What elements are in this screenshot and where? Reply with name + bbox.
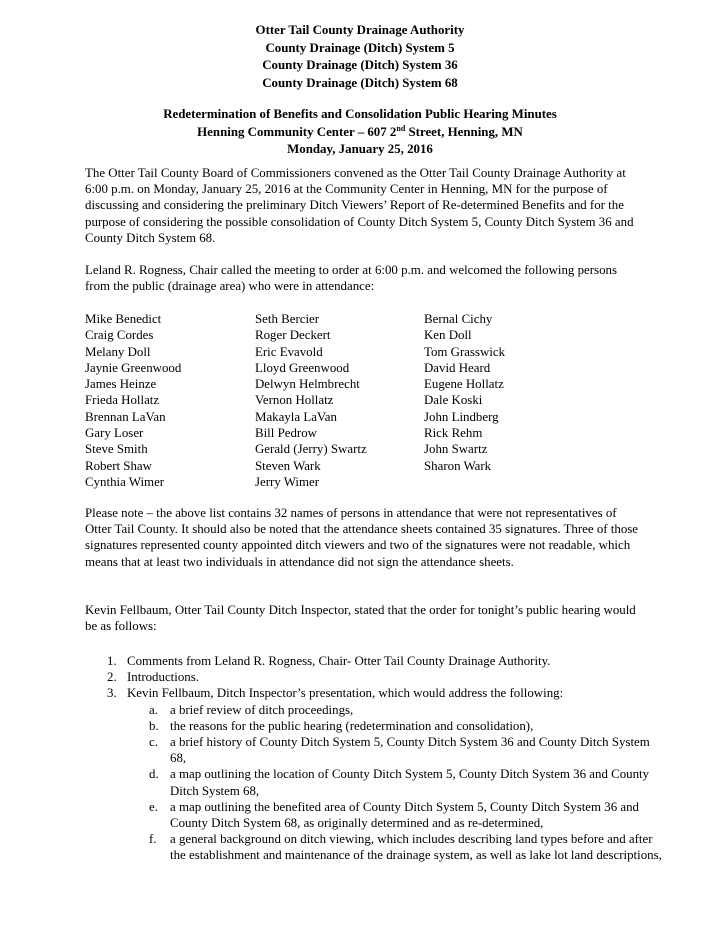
attendee-row: Craig Cordes Roger Deckert Ken Doll: [85, 328, 472, 343]
paragraph-order: Kevin Fellbaum, Otter Tail County Ditch Inspector, stated that the order for tonight’s public hearing would be as follows:: [85, 603, 636, 634]
paragraph-convened: The Otter Tail County Board of Commissioners convened as the Otter Tail County Drainage Authority at 6:00 p.m. on Monday, January 25, 2016 at the Community Center in Henning, MN for the purpose of discussing and considering the preliminary Ditch Viewers’ Report of Re-determined Benefits and for the purpose of considering the possible consolidation of County Ditch System 5, County Ditch System 36 and County Ditch System 68.: [85, 166, 634, 245]
agenda-item: 3. Kevin Fellbaum, Ditch Inspector’s presentation, which would address the following:: [107, 686, 564, 701]
agenda-item: 1. Comments from Leland R. Rogness, Chair- Otter Tail County Drainage Authority.: [107, 654, 551, 668]
header-line: Otter Tail County Drainage Authority: [255, 23, 465, 37]
meeting-title: Redetermination of Benefits and Consolidation Public Hearing Minutes: [163, 107, 557, 121]
agenda-subitem: e. a map outlining the benefited area of County Ditch System 5, County Ditch System 36 and County Ditch System 68, as originally determined and as re-determined,: [149, 799, 639, 831]
agenda-subitem: c. a brief history of County Ditch System 5, County Ditch System 36 and County Ditch System 68,: [149, 735, 650, 766]
agenda-subitem: d. a map outlining the location of County Ditch System 5, County Ditch System 36 and County Ditch System 68,: [149, 767, 650, 798]
paragraph-call-to-order: Leland R. Rogness, Chair called the meeting to order at 6:00 p.m. and welcomed the following persons from the public (drainage area) who were in attendance:: [85, 263, 617, 294]
header-line: County Drainage (Ditch) System 68: [262, 75, 458, 90]
meeting-title-block: [0, 106, 720, 159]
attendee-list: [85, 311, 645, 490]
attendee-row: Brennan LaVan Makayla LaVan John Lindberg: [85, 409, 499, 424]
header-line: County Drainage (Ditch) System 36: [262, 58, 458, 72]
meeting-date: Monday, January 25, 2016: [287, 142, 433, 156]
agenda-item: 2. Introductions.: [107, 670, 199, 685]
attendee-row: Jaynie Greenwood Lloyd Greenwood David Heard: [85, 360, 491, 375]
attendee-row: Mike Benedict Seth Bercier Bernal Cichy: [85, 312, 493, 326]
attendee-row: Frieda Hollatz Vernon Hollatz Dale Koski: [85, 393, 483, 408]
attendee-row: Steve Smith Gerald (Jerry) Swartz John Swartz: [85, 442, 488, 457]
agenda-list: [107, 653, 667, 864]
attendee-row: Melany Doll Eric Evavold Tom Grasswick: [85, 344, 506, 359]
agenda-subitem: b. the reasons for the public hearing (redetermination and consolidation),: [149, 718, 534, 733]
attendee-row: Robert Shaw Steven Wark Sharon Wark: [85, 458, 492, 473]
agenda-subitem: f. a general background on ditch viewing, which includes describing land types before and after the establishment and maintenance of the drainage system, as well as lake lot land descriptions,: [149, 832, 662, 863]
paragraph-note: Please note – the above list contains 32 names of persons in attendance that were not representatives of Otter Tail County. It should also be noted that the attendance sheets contained 35 signatures. Three of those signatures represented county appointed ditch viewers and two of the signatures were not readable, which means that at least two individuals in attendance did not sign the attendance sheets.: [85, 506, 639, 569]
attendee-row: Cynthia Wimer Jerry Wimer: [85, 474, 320, 489]
document-header: [0, 22, 720, 92]
attendee-row: James Heinze Delwyn Helmbrecht Eugene Hollatz: [85, 377, 504, 392]
attendee-row: Gary Loser Bill Pedrow Rick Rehm: [85, 426, 483, 441]
agenda-subitem: a. a brief review of ditch proceedings,: [149, 702, 354, 717]
meeting-location: Henning Community Center – 607 2nd Street, Henning, MN: [197, 123, 523, 139]
header-line: County Drainage (Ditch) System 5: [265, 40, 455, 55]
